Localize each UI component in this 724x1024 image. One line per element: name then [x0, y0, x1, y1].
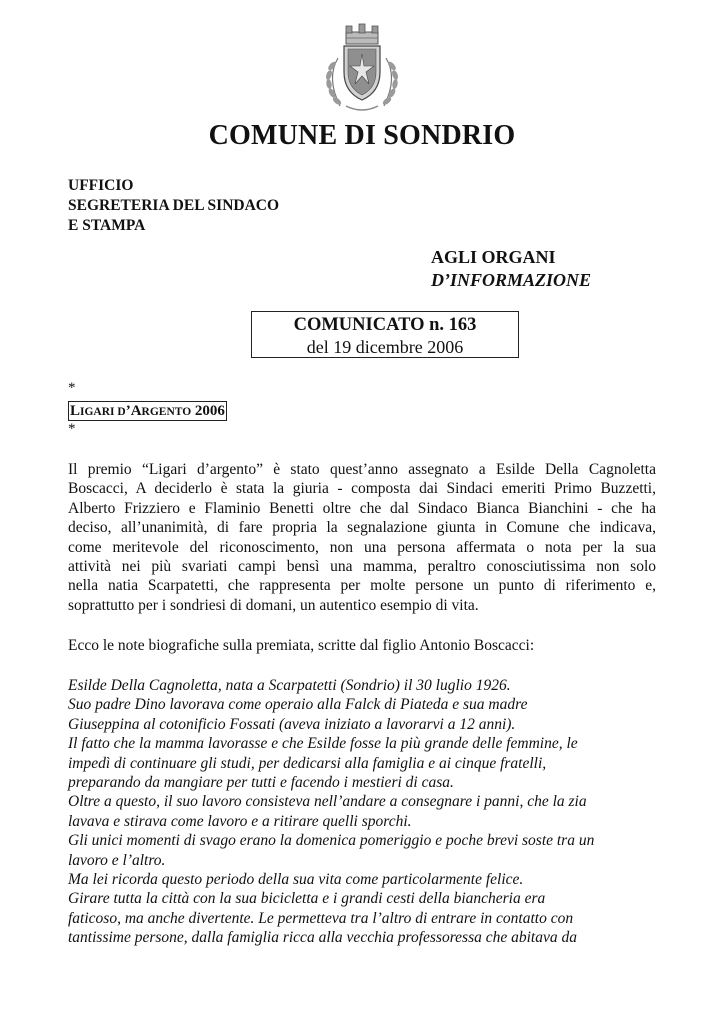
subject-smallcaps: RGENTO	[141, 406, 192, 418]
office-line: E STAMPA	[68, 217, 146, 234]
paragraph-line: soprattutto per i sondriesi di domani, un autentico esempio di vita.	[68, 596, 479, 614]
subject-year: 2006	[194, 403, 225, 419]
paragraph-line: Boscacci, A deciderlo è stata la giuria - composta dai Sindaci emeriti Primo Buzzetti,	[68, 480, 656, 498]
bio-line: Gli unici momenti di svago erano la domenica pomeriggio e poche brevi soste tra un	[68, 832, 595, 850]
coat-of-arms-icon	[316, 18, 408, 118]
bio-line: Suo padre Dino lavorava come operaio alla Falck di Piateda e sua madre	[68, 696, 528, 714]
bio-line: tantissime persone, dalla famiglia ricca alla vecchia professoressa che abitava da	[68, 929, 577, 947]
paragraph-line: attività nei più svariati campi bensì una mamma, peraltro conosciutissima non solo	[68, 558, 656, 576]
bio-line: Oltre a questo, il suo lavoro consisteva nell’andare a consegnare i panni, che la zia	[68, 793, 587, 811]
bio-intro-paragraph	[68, 636, 656, 655]
bio-line: impedì di continuare gli studi, per dedicarsi alla famiglia e ai cinque fratelli,	[68, 754, 547, 772]
bio-line: lavoro e l’altro.	[68, 851, 166, 869]
biography-paragraph	[68, 676, 656, 948]
recipient-line: AGLI ORGANI	[431, 247, 556, 267]
paragraph-line: come meritevole del riconoscimento, non una persona affermata o nota per la sua	[68, 538, 656, 556]
paragraph-line: deciso, all’unanimità, di fare propria la segnalazione giunta in Comune che indicava,	[68, 519, 656, 537]
subject-cap: ’A	[125, 403, 142, 419]
office-line: UFFICIO	[68, 177, 134, 194]
intro-paragraph	[68, 460, 656, 615]
communique-number: COMUNICATO n. 163	[293, 315, 477, 335]
subject-cap: L	[70, 403, 81, 419]
paragraph-line: Ecco le note biografiche sulla premiata, scritte dal figlio Antonio Boscacci:	[68, 637, 535, 654]
recipient-line-italic: D’INFORMAZIONE	[431, 270, 592, 290]
bio-line: preparando da mangiare per tutti e facendo i mestieri di casa.	[68, 774, 454, 792]
separator-star: *	[68, 421, 76, 437]
subject-heading	[68, 401, 227, 421]
communique-box	[251, 311, 519, 358]
paragraph-line: Il premio “Ligari d’argento” è stato quest’anno assegnato a Esilde Della Cagnoletta	[68, 461, 656, 478]
subject-smallcaps: IGARI D	[80, 406, 126, 418]
bio-line: Il fatto che la mamma lavorasse e che Esilde fosse la più grande delle femmine, le	[68, 735, 578, 753]
page-title: COMUNE DI SONDRIO	[208, 120, 516, 151]
bio-line: Ma lei ricorda questo periodo della sua vita come particolarmente felice.	[68, 871, 524, 889]
communique-date: del 19 dicembre 2006	[306, 337, 464, 357]
bio-line: Girare tutta la città con la sua bicicletta e i grandi cesti della biancheria era	[68, 890, 546, 908]
paragraph-line: nella natia Scarpatetti, che rappresenta per molte persone un punto di riferimento e,	[68, 577, 656, 595]
bio-line: Giuseppina al cotonificio Fossati (aveva iniziato a lavorarvi a 12 anni).	[68, 715, 516, 733]
office-line: SEGRETERIA DEL SINDACO	[68, 197, 280, 214]
bio-line: faticoso, ma anche divertente. Le permetteva tra l’altro di entrare in contatto con	[68, 909, 574, 927]
separator-star: *	[68, 380, 76, 396]
bio-line: lavava e stirava come lavoro e a ritirare quelli sporchi.	[68, 812, 412, 830]
paragraph-line: Alberto Frizziero e Flaminio Benetti oltre che dal Sindaco Bianca Bianchini - che ha	[68, 499, 656, 517]
bio-line: Esilde Della Cagnoletta, nata a Scarpatetti (Sondrio) il 30 luglio 1926.	[68, 677, 511, 694]
office-block	[68, 176, 279, 236]
recipient-block	[431, 246, 591, 292]
